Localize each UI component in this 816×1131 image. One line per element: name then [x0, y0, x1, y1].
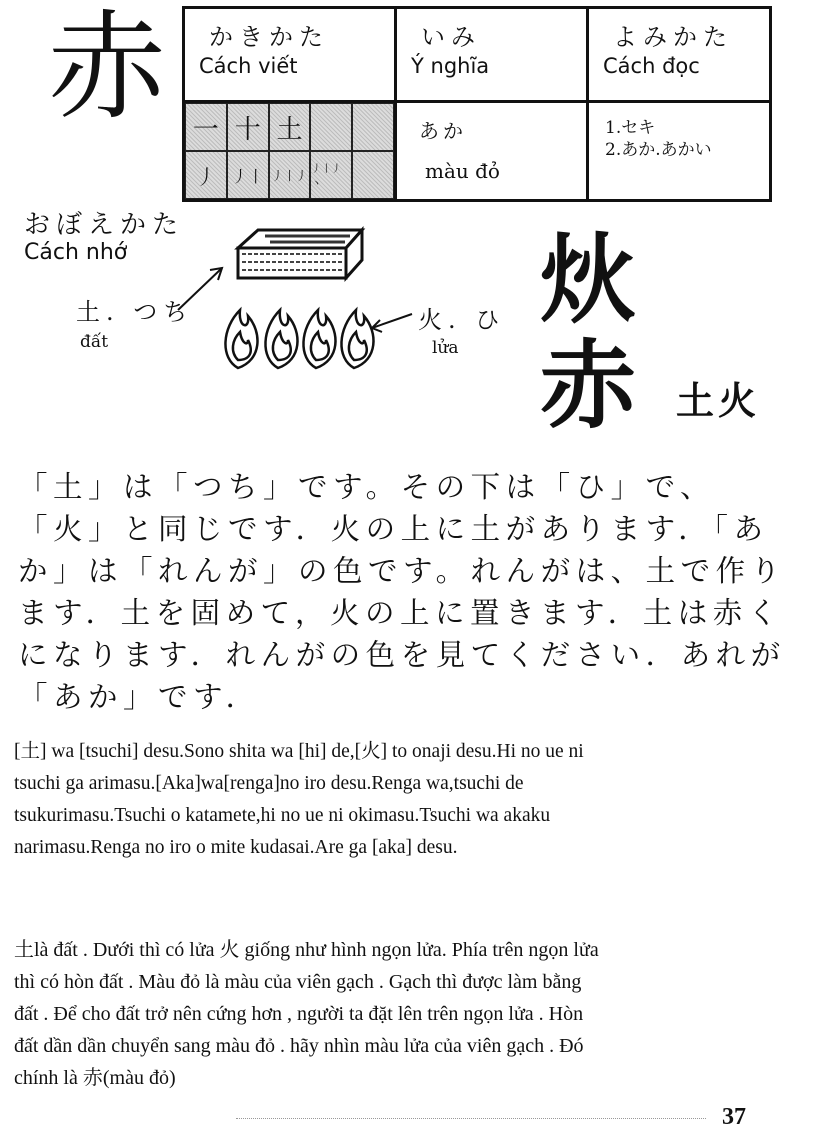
stroke-cell [352, 151, 394, 199]
fire-viet: lửa [432, 338, 459, 358]
vietnamese-explanation [14, 934, 806, 1094]
fire-label: 火. ひ [418, 306, 506, 334]
jp-line: ます．土を固めて，火の上に置きます．土は赤く [18, 596, 783, 630]
romaji-line: tsukurimasu.Tsuchi o katamete,hi no ue ni okimasu.Tsuchi wa akaku [14, 805, 551, 826]
meaning-kana: あか [419, 119, 467, 143]
reading-header [589, 9, 769, 103]
romaji-line: narimasu.Renga no iro o mite kudasai.Are ga [aka] desu. [14, 837, 458, 858]
stroke-cell: 丿丨丿丶 [310, 151, 352, 199]
stroke-cell: 丿丨丿 [269, 151, 311, 199]
meaning-header [397, 9, 589, 103]
fire-arrow [372, 314, 412, 332]
reading-header-viet: Cách đọc [603, 54, 700, 78]
page-number: 37 [722, 1104, 746, 1130]
romaji-line: [土] wa [tsuchi] desu.Sono shita wa [hi] de,[火] to onaji desu.Hi no ue ni [14, 741, 584, 762]
viet-line: chính là 赤(màu đỏ) [14, 1067, 176, 1089]
jp-line: か」は「れんが」の色です。れんがは、土で作り [18, 554, 786, 588]
romaji-line: tsuchi ga arimasu.[Aka]wa[renga]no iro desu.Renga wa,tsuchi de [14, 773, 524, 794]
meaning-header-viet: Ý nghĩa [411, 54, 490, 78]
jp-line: になります．れんがの色を見てください．あれが [18, 638, 786, 672]
memo-title-viet: Cách nhớ [24, 240, 128, 265]
stroke-cell: 十 [227, 103, 269, 151]
reading-header-kana: よみかた [613, 23, 733, 51]
romaji-explanation [14, 736, 806, 864]
meaning-cell [397, 103, 589, 199]
main-kanji: 赤 [48, 0, 167, 136]
kanji-info-table [182, 6, 772, 202]
stroke-cell [310, 103, 352, 151]
jp-line: 「土」は「つち」です。その下は「ひ」で、 [18, 470, 716, 504]
jp-line: 「あか」です． [18, 680, 261, 714]
fire-icon [225, 310, 373, 368]
viet-line: 土là đất . Dưới thì có lửa 火 giống như hình ngọn lửa. Phía trên ngọn lửa [14, 939, 599, 961]
reading-cell [589, 103, 769, 199]
earth-label: 土. つち [76, 298, 194, 326]
reading-item: 1.セキ [605, 118, 656, 138]
reading-item: 2.あか.あかい [605, 140, 712, 160]
stroke-cell: 土 [269, 103, 311, 151]
meaning-header-kana: いみ [421, 23, 481, 51]
stroke-cell [352, 103, 394, 151]
footer-divider [236, 1118, 706, 1119]
stroke-cell: 丿丨 [227, 151, 269, 199]
kanji-evolution: 炏 赤 [540, 224, 654, 442]
earth-viet: đất [80, 332, 109, 352]
stroke-cell: 丿 [185, 151, 227, 199]
writing-header-kana: かきかた [209, 23, 329, 51]
jp-line: 「火」と同じです．火の上に土があります．「あ [18, 512, 769, 546]
meaning-viet: màu đỏ [425, 159, 500, 183]
viet-line: đất dần dần chuyển sang màu đỏ . hãy nhìn màu lửa của viên gạch . Đó [14, 1035, 584, 1057]
japanese-explanation [18, 466, 802, 718]
writing-header [185, 9, 397, 103]
viet-line: thì có hòn đất . Màu đỏ là màu của viên gạch . Gạch thì được làm bằng [14, 971, 582, 993]
stroke-cell: 一 [185, 103, 227, 151]
stroke-order-grid [185, 103, 397, 199]
brick-icon [238, 230, 362, 278]
viet-line: đất . Để cho đất trở nên cứng hơn , người ta đặt lên trên ngọn lửa . Hòn [14, 1003, 584, 1025]
writing-header-viet: Cách viết [199, 54, 298, 78]
kanji-parts: 土火 [676, 379, 761, 423]
memo-title-kana: おぼえかた [24, 210, 185, 240]
